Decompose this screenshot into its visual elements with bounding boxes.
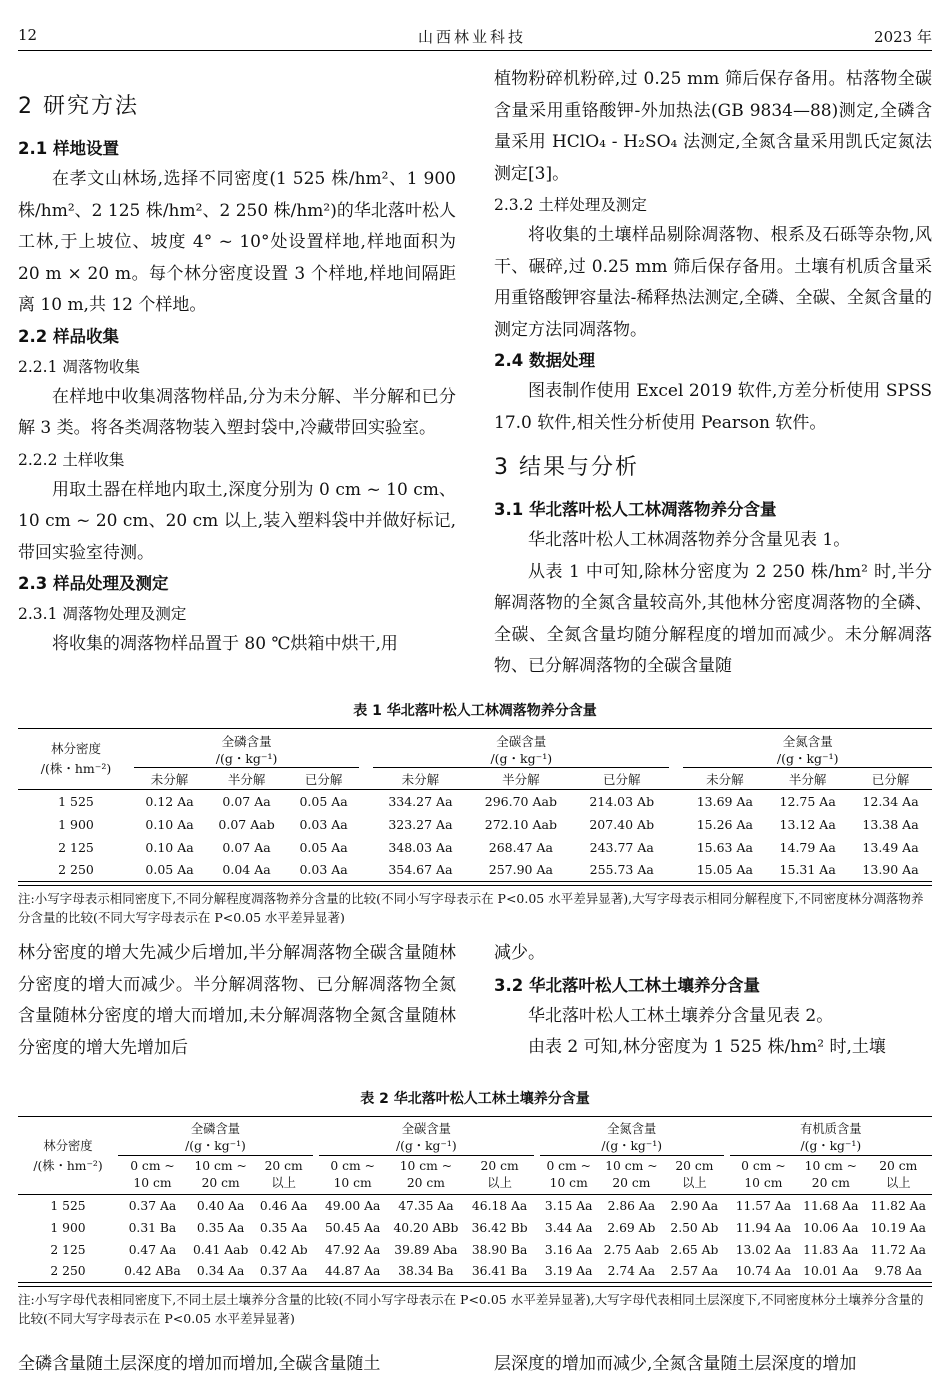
- table-cell: 13.49 Aa: [862, 839, 919, 855]
- table-cell: 0.03 Aa: [299, 862, 348, 878]
- row-density: 2 250: [50, 1264, 86, 1279]
- table-cell: 3.19 Aa: [544, 1264, 593, 1279]
- table-cell: 0.41 Aab: [192, 1242, 249, 1257]
- table-cell: 2.74 Aa: [607, 1264, 656, 1279]
- para-mid-left: 林分密度的增大先减少后增加,半分解凋落物全碳含量随林分密度的增大而减少。半分解凋落物、已分解凋落物全氮含量随林分密度的增大而增加,未分解凋落物全氮含量随林分密度的增大先增加后: [18, 943, 456, 1058]
- table-cell: 11.57 Aa: [735, 1198, 792, 1213]
- para-mid-right-c: 由表 2 可知,林分密度为 1 525 株/hm² 时,土壤: [528, 1037, 886, 1057]
- table-cell: 46.18 Aa: [471, 1198, 528, 1213]
- table-cell: 0.05 Aa: [299, 793, 348, 809]
- journal-name: 山西林业科技: [418, 28, 527, 46]
- t1-sub: 半分解: [502, 771, 540, 787]
- table-cell: 44.87 Aa: [324, 1264, 381, 1279]
- para-continued: 植物粉碎机粉碎,过 0.25 mm 筛后保存备用。枯落物全碳含量采用重铬酸钾-外加热法(GB 9834—88)测定,全磷含量采用 HClO₄ - H₂SO₄ 法测定,全氮含量采用凯氏定氮法测定[3]。: [494, 69, 932, 184]
- bottom-right: [494, 1349, 932, 1381]
- table-cell: 243.77 Aa: [589, 839, 654, 855]
- table-cell: 0.10 Aa: [145, 839, 194, 855]
- table-cell: 3.15 Aa: [544, 1198, 593, 1213]
- t2-group-c: 全碳含量 /(g・kg⁻¹): [319, 1117, 534, 1156]
- t2-group-om: 有机质含量 /(g・kg⁻¹): [730, 1117, 932, 1156]
- table-2-grid: [18, 1116, 932, 1283]
- table-cell: 10.01 Aa: [803, 1264, 859, 1279]
- t1-sub: 已分解: [602, 771, 641, 787]
- t2-sub-depth: 20 cm 以上: [879, 1159, 918, 1190]
- table-cell: 47.92 Aa: [324, 1242, 381, 1257]
- table-cell: 11.94 Aa: [735, 1220, 792, 1235]
- heading-2-2-1: 2.2.1 凋落物收集: [18, 357, 140, 376]
- table-cell: 2.86 Aa: [607, 1198, 656, 1213]
- table-cell: 11.68 Aa: [803, 1198, 859, 1213]
- table-cell: 0.04 Aa: [222, 862, 271, 878]
- para-2-2-2: 用取土器在样地内取土,深度分别为 0 cm ~ 10 cm、10 cm ~ 20 cm、20 cm 以上,装入塑料袋中并做好标记,带回实验室待测。: [18, 479, 456, 563]
- bottom-left: [18, 1349, 456, 1381]
- table-cell: 323.27 Aa: [388, 816, 453, 832]
- table-1-caption: 表 1 华北落叶松人工林凋落物养分含量: [353, 703, 597, 719]
- table-cell: 0.34 Aa: [196, 1264, 245, 1279]
- table-cell: 9.78 Aa: [874, 1264, 923, 1279]
- heading-2-3-1: 2.3.1 凋落物处理及测定: [18, 605, 187, 623]
- table-cell: 0.47 Aa: [128, 1242, 177, 1257]
- mid-right: [494, 938, 932, 1064]
- t2-sub-depth: 20 cm 以上: [264, 1159, 303, 1190]
- row-density: 1 900: [58, 816, 94, 832]
- table-cell: 15.05 Aa: [696, 862, 753, 878]
- t1-sub: 已分解: [871, 771, 910, 787]
- table-row: [18, 1239, 932, 1261]
- table-cell: 11.83 Aa: [803, 1242, 859, 1257]
- table-cell: 255.73 Aa: [589, 862, 654, 878]
- table-cell: 11.72 Aa: [870, 1242, 926, 1257]
- table-cell: 10.19 Aa: [870, 1220, 926, 1235]
- t1-group-c: 全碳含量 /(g・kg⁻¹): [373, 729, 669, 768]
- table-cell: 36.41 Ba: [471, 1264, 528, 1279]
- t2-sub-depth: 10 cm ~ 20 cm: [399, 1159, 453, 1190]
- para-mid-right-a: 减少。: [494, 943, 545, 963]
- t1-sub: 未分解: [706, 771, 744, 787]
- table-cell: 36.42 Bb: [471, 1220, 528, 1235]
- table-cell: 2.57 Aa: [670, 1264, 719, 1279]
- para-2-3-1: 将收集的凋落物样品置于 80 ℃烘箱中烘干,用: [52, 634, 398, 654]
- table-row: [18, 813, 932, 836]
- page-number: 12: [18, 26, 38, 44]
- t2-group-n: 全氮含量 /(g・kg⁻¹): [540, 1117, 724, 1156]
- table-cell: 207.40 Ab: [589, 816, 655, 832]
- table-cell: 0.10 Aa: [145, 816, 194, 832]
- table-cell: 0.07 Aa: [222, 839, 271, 855]
- row-density: 1 900: [50, 1220, 86, 1235]
- row-density: 2 250: [58, 862, 94, 878]
- table-cell: 0.42 Ab: [259, 1242, 308, 1257]
- t1-col-density: 林分密度 /(株・hm⁻²): [40, 741, 112, 776]
- para-2-1: 在孝文山林场,选择不同密度(1 525 株/hm²、1 900 株/hm²、2 125 株/hm²、2 250 株/hm²)的华北落叶松人工林,于上坡位、坡度 4° ~ 10°处设置样地,样地面积为 20 m × 20 m。每个林分密度设置 3 个样地,样地间隔距离 10 m,共 12 个样地。: [18, 169, 456, 315]
- heading-2-2: 2.2 样品收集: [18, 326, 119, 346]
- heading-3-1: 3.1 华北落叶松人工林凋落物养分含量: [494, 500, 777, 519]
- left-column: [18, 78, 456, 661]
- t2-group-p: 全磷含量 /(g・kg⁻¹): [118, 1117, 313, 1156]
- table-cell: 0.03 Aa: [299, 816, 348, 832]
- right-column: [494, 64, 932, 683]
- table-cell: 15.26 Aa: [696, 816, 753, 832]
- table-cell: 12.75 Aa: [779, 793, 836, 809]
- table-cell: 13.12 Aa: [779, 816, 836, 832]
- table-cell: 354.67 Aa: [388, 862, 453, 878]
- table-cell: 0.12 Aa: [145, 793, 194, 809]
- heading-2-4: 2.4 数据处理: [494, 351, 595, 370]
- para-2-3-2: 将收集的土壤样品剔除凋落物、根系及石砾等杂物,风干、碾碎,过 0.25 mm 筛后保存备用。土壤有机质含量采用重铬酸钾容量法-稀释热法测定,全磷、全碳、全氮含量的测定方法同凋落物。: [494, 225, 932, 340]
- table-2: [18, 1088, 932, 1328]
- table-cell: 10.74 Aa: [735, 1264, 792, 1279]
- t1-sub: 半分解: [788, 771, 827, 787]
- t2-sub-depth: 0 cm ~ 10 cm: [546, 1159, 591, 1190]
- table-cell: 2.90 Aa: [670, 1198, 719, 1213]
- para-mid-right-b: 华北落叶松人工林土壤养分含量见表 2。: [528, 1005, 834, 1026]
- heading-2-2-2: 2.2.2 土样收集: [18, 450, 125, 469]
- table-cell: 11.82 Aa: [870, 1198, 926, 1213]
- t1-group-n: 全氮含量 /(g・kg⁻¹): [683, 729, 932, 768]
- t2-sub-depth: 20 cm 以上: [480, 1159, 519, 1190]
- t2-sub-depth: 20 cm 以上: [675, 1159, 714, 1190]
- table-row: [18, 1195, 932, 1217]
- table-1-grid: [18, 728, 932, 882]
- table-cell: 15.31 Aa: [779, 862, 836, 878]
- heading-2: 2 研究方法: [18, 94, 139, 119]
- table-cell: 49.00 Aa: [324, 1198, 381, 1213]
- t2-sub-depth: 0 cm ~ 10 cm: [130, 1159, 175, 1190]
- table-cell: 14.79 Aa: [779, 839, 836, 855]
- t2-sub-depth: 10 cm ~ 20 cm: [804, 1159, 857, 1190]
- table-cell: 0.37 Aa: [128, 1198, 177, 1213]
- table-cell: 0.05 Aa: [299, 839, 348, 855]
- table-cell: 2.65 Ab: [670, 1242, 719, 1257]
- t2-col-density: 林分密度 /(株・hm⁻²): [33, 1138, 103, 1173]
- table-row: [18, 790, 932, 813]
- table-cell: 348.03 Aa: [388, 839, 453, 855]
- table-cell: 214.03 Ab: [589, 793, 655, 809]
- mid-left: [18, 938, 456, 1064]
- table-cell: 257.90 Aa: [488, 862, 553, 878]
- table-row: [18, 1217, 932, 1239]
- table-cell: 38.34 Ba: [398, 1264, 454, 1279]
- t2-sub-depth: 0 cm ~ 10 cm: [741, 1159, 786, 1190]
- row-density: 2 125: [58, 839, 94, 855]
- table-cell: 13.90 Aa: [862, 862, 919, 878]
- para-bottom-right: 层深度的增加而减少,全氮含量随土层深度的增加: [494, 1354, 857, 1374]
- table-cell: 38.90 Ba: [471, 1242, 528, 1257]
- table-cell: 2.69 Ab: [607, 1220, 656, 1235]
- row-density: 1 525: [58, 793, 94, 809]
- t1-sub: 未分解: [401, 771, 440, 787]
- t1-sub: 未分解: [150, 771, 189, 787]
- table-cell: 0.37 Aa: [259, 1264, 308, 1279]
- table-cell: 15.63 Aa: [696, 839, 753, 855]
- table-cell: 0.07 Aab: [218, 816, 275, 832]
- table-cell: 3.44 Aa: [544, 1220, 593, 1235]
- para-2-2-1: 在样地中收集凋落物样品,分为未分解、半分解和已分解 3 类。将各类凋落物装入塑封袋中,冷藏带回实验室。: [18, 386, 456, 438]
- heading-2-3: 2.3 样品处理及测定: [18, 574, 169, 593]
- row-density: 2 125: [50, 1242, 86, 1257]
- table-row: [18, 836, 932, 859]
- table-cell: 0.35 Aa: [196, 1220, 245, 1235]
- table-cell: 50.45 Aa: [324, 1220, 381, 1235]
- table-cell: 2.75 Aab: [603, 1242, 660, 1257]
- para-2-4: 图表制作使用 Excel 2019 软件,方差分析使用 SPSS 17.0 软件,相关性分析使用 Pearson 软件。: [494, 381, 932, 433]
- table-cell: 12.34 Aa: [862, 793, 919, 809]
- t2-sub-depth: 0 cm ~ 10 cm: [330, 1159, 375, 1190]
- table-cell: 39.89 Aba: [394, 1242, 458, 1257]
- table-cell: 13.38 Aa: [862, 816, 919, 832]
- table-cell: 40.20 ABb: [393, 1220, 459, 1235]
- table-cell: 10.06 Aa: [803, 1220, 859, 1235]
- table-cell: 296.70 Aab: [484, 793, 557, 809]
- table-cell: 13.69 Aa: [696, 793, 753, 809]
- table-cell: 3.16 Aa: [544, 1242, 593, 1257]
- heading-3-2: 3.2 华北落叶松人工林土壤养分含量: [494, 975, 760, 995]
- table-cell: 0.46 Aa: [259, 1198, 308, 1213]
- table-cell: 0.31 Ba: [128, 1220, 177, 1235]
- para-3-1b: 从表 1 中可知,除林分密度为 2 250 株/hm² 时,半分解凋落物的全氮含量较高外,其他林分密度凋落物的全磷、全碳、全氮含量均随分解程度的增加而减少。未分解凋落物、已分解凋落物的全碳含量随: [494, 561, 932, 676]
- running-header: [18, 24, 932, 51]
- row-density: 1 525: [50, 1198, 86, 1213]
- heading-2-1: 2.1 样地设置: [18, 139, 119, 158]
- table-1: [18, 700, 932, 927]
- t1-sub: 已分解: [304, 771, 343, 787]
- table-2-caption: 表 2 华北落叶松人工林土壤养分含量: [360, 1091, 590, 1107]
- table-cell: 0.40 Aa: [196, 1198, 245, 1213]
- table-row: [18, 1261, 932, 1283]
- table-2-note: 注:小写字母代表相同密度下,不同土层土壤养分含量的比较(不同小写字母表示在 P<0.05 水平差异显著),大写字母代表相同土层深度下,不同密度林分土壤养分含量的比较(不同大写字母表示在 P<0.05 水平差异显著): [18, 1286, 932, 1328]
- para-3-1a: 华北落叶松人工林凋落物养分含量见表 1。: [528, 530, 851, 550]
- t1-sub: 半分解: [227, 771, 266, 787]
- t2-sub-depth: 10 cm ~ 20 cm: [194, 1159, 247, 1190]
- table-row: [18, 859, 932, 882]
- table-cell: 2.50 Ab: [670, 1220, 719, 1235]
- heading-3: 3 结果与分析: [494, 455, 639, 480]
- heading-2-3-2: 2.3.2 土样处理及测定: [494, 196, 647, 214]
- table-cell: 272.10 Aab: [484, 816, 557, 832]
- table-1-note: 注:小写字母表示相同密度下,不同分解程度凋落物养分含量的比较(不同小写字母表示在 P<0.05 水平差异显著),大写字母表示相同分解程度下,不同密度林分凋落物养分含量的比较(不同大写字母表示在 P<0.05 水平差异显著): [18, 885, 932, 927]
- t2-sub-depth: 10 cm ~ 20 cm: [605, 1159, 658, 1190]
- table-cell: 13.02 Aa: [735, 1242, 792, 1257]
- para-bottom-left: 全磷含量随土层深度的增加而增加,全碳含量随土: [18, 1354, 381, 1374]
- table-cell: 47.35 Aa: [398, 1198, 454, 1213]
- table-cell: 268.47 Aa: [488, 839, 553, 855]
- year: 2023 年: [874, 28, 932, 46]
- table-cell: 334.27 Aa: [388, 793, 453, 809]
- table-cell: 0.42 ABa: [124, 1264, 181, 1279]
- table-cell: 0.07 Aa: [222, 793, 271, 809]
- table-cell: 0.35 Aa: [259, 1220, 308, 1235]
- table-cell: 0.05 Aa: [145, 862, 194, 878]
- t1-group-p: 全磷含量 /(g・kg⁻¹): [134, 729, 359, 768]
